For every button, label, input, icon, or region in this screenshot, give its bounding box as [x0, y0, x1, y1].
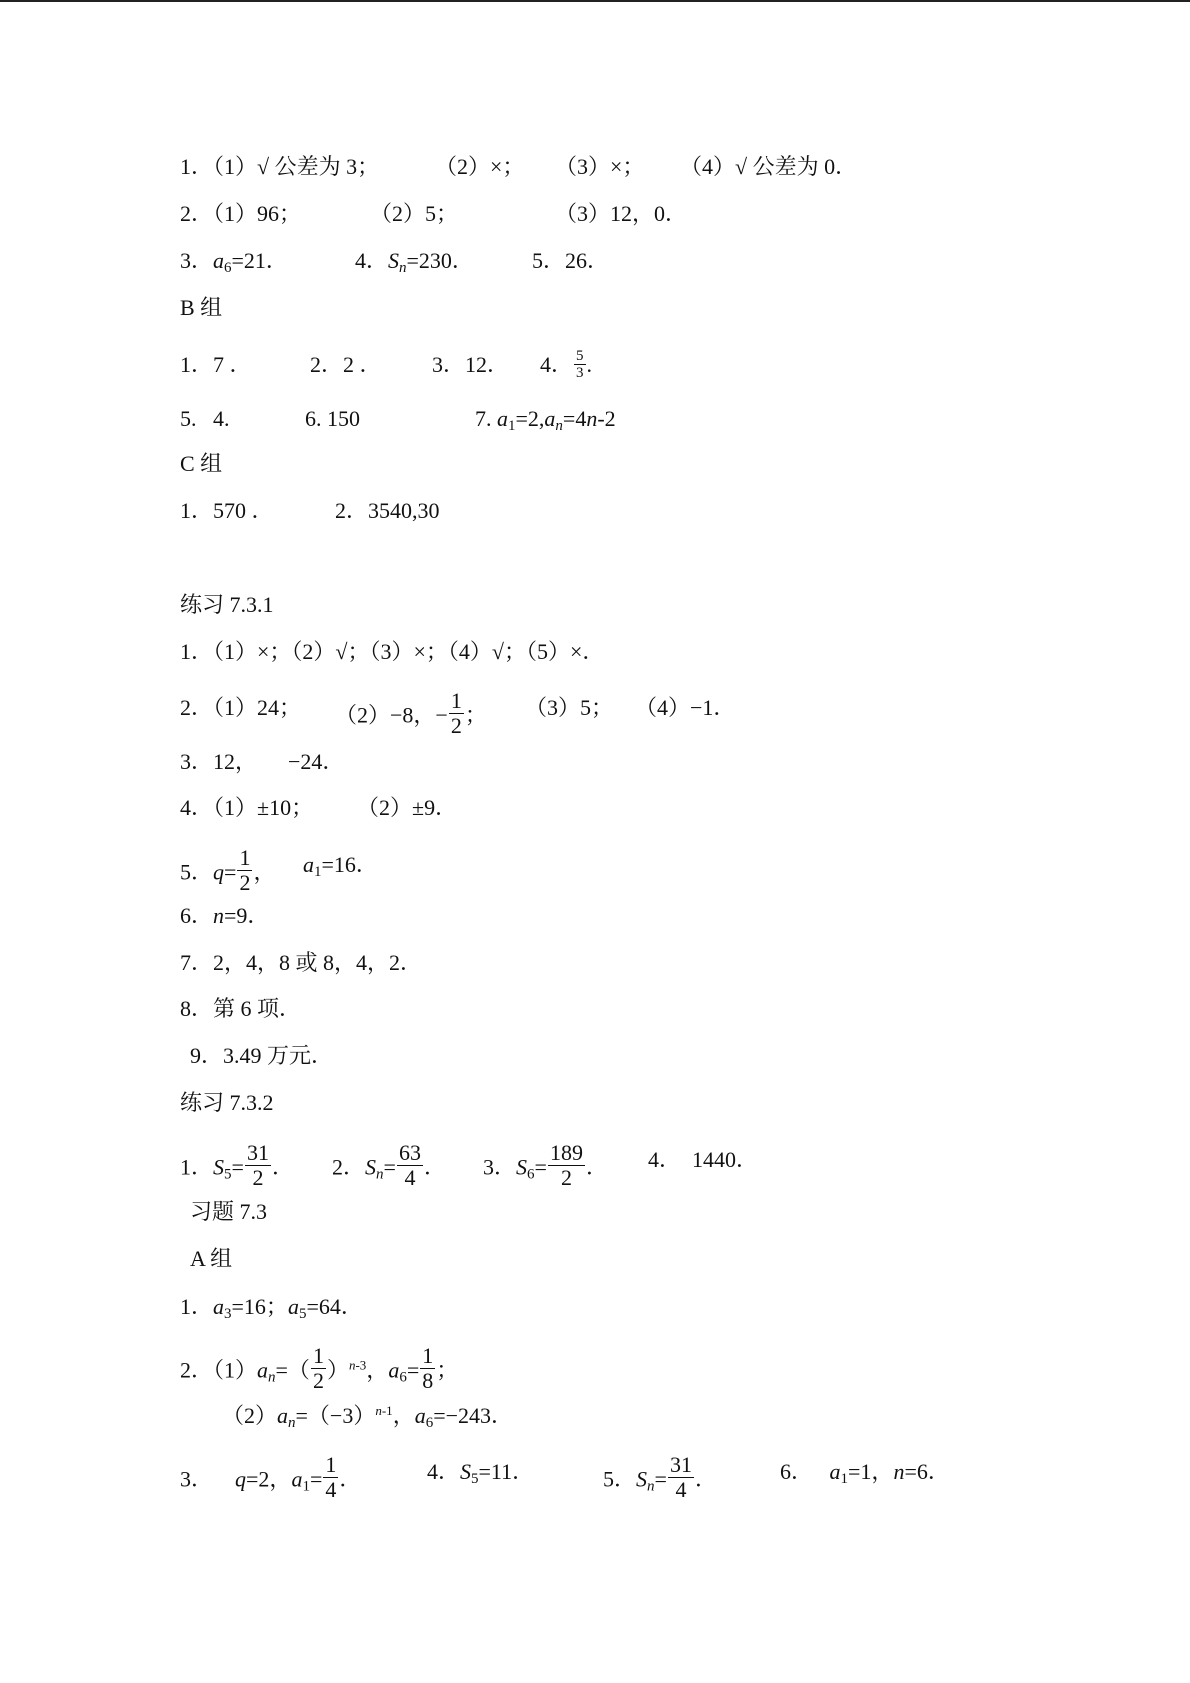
fraction: $\frac{63}{4}$ — [398, 1140, 421, 1190]
answer-731-9: 9．3.49 万元． — [190, 1043, 334, 1068]
answer-1-2: （2）×； — [435, 154, 525, 179]
answer-c-1: 1．570 ． — [180, 498, 274, 523]
heading-group-c-text: C 组 — [180, 451, 223, 476]
answer-c-2: 2．3540,30 — [335, 498, 440, 523]
answer-a-5: 5．$S_n=$ $\frac{31}{4}$ ． — [603, 1452, 717, 1502]
answer-b-1: 1．7 ． — [180, 352, 252, 377]
answer-731-2-4: （4）−1． — [635, 695, 736, 720]
answer-731-4-1: 4．（1）±10； — [180, 795, 314, 820]
answer-a-2-1: 2．$(1)a_n=$（ $\frac{1}{2}$ ）$^{n-3}$，$a_6=$ $\frac{1}{8}$ ； — [180, 1343, 459, 1393]
answer-731-2-2: （2）−8，− $\frac{1}{2}$ ； — [335, 688, 487, 738]
answer-4: 4．$S_n=230$． — [355, 248, 474, 276]
answer-731-5-1: 5．q= $\frac{1}{2}$ ， — [180, 845, 276, 895]
answer-b-7: 7. $a_1=2,a_n=4n-2$ — [475, 406, 616, 434]
answer-1-1: 1．（1）√ 公差为 3； — [180, 154, 380, 179]
fraction: $\frac{1}{8}$ — [422, 1343, 434, 1393]
answer-731-2-1: 2．（1）24； — [180, 695, 302, 720]
answer-a-2-2: $(2)a_n=(-3)^{n-1}$，$a_6=-243$． — [222, 1403, 514, 1431]
heading-group-a-text: A 组 — [190, 1246, 233, 1271]
heading-exercise-7-3-1-text: 练习 7.3.1 — [180, 592, 274, 617]
heading-group-b-text: B 组 — [180, 295, 223, 320]
answer-b-6: 6. 150 — [305, 406, 360, 431]
fraction: $\frac{1}{2}$ — [450, 688, 462, 738]
answer-1-4: （4）√ 公差为 0． — [680, 154, 858, 179]
fraction: $\frac{1}{2}$ — [239, 845, 251, 895]
answer-731-7: 7．2，4，8 或 8，4，2． — [180, 950, 423, 975]
answer-2-1: 2．（1）96； — [180, 201, 302, 226]
answer-b-2: 2．2 ． — [310, 352, 382, 377]
answer-731-3-1: 3．12， — [180, 749, 258, 774]
top-border-line — [0, 0, 1190, 2]
fraction: $\frac{5}{3}$ — [576, 348, 584, 382]
answer-731-3-2: −24． — [288, 749, 345, 774]
answer-731-5-2: $a_1=16$． — [303, 852, 378, 880]
fraction: $\frac{31}{4}$ — [669, 1452, 692, 1502]
heading-exercise-7-3-2-text: 练习 7.3.2 — [180, 1090, 274, 1115]
answer-732-4: 4． 1440． — [648, 1147, 759, 1172]
answer-2-2: （2）5； — [370, 201, 459, 226]
fraction: $\frac{1}{2}$ — [312, 1343, 324, 1393]
answer-5: 5．26． — [532, 248, 610, 273]
answer-732-2: 2．$S_n=$ $\frac{63}{4}$ ． — [332, 1140, 446, 1190]
answer-a-3: 3． q=2，$a_1=$ $\frac{1}{4}$ ． — [180, 1452, 362, 1502]
answer-732-3: 3．$S_6=$ $\frac{189}{2}$ ． — [483, 1140, 608, 1190]
answer-732-1: 1．$S_5=$ $\frac{31}{2}$ ． — [180, 1140, 294, 1190]
answer-731-8: 8．第 6 项． — [180, 996, 302, 1021]
answer-731-6: 6．n=9． — [180, 903, 270, 928]
heading-problems-7-3-text: 习题 7.3 — [190, 1199, 268, 1224]
fraction: $\frac{189}{2}$ — [549, 1140, 583, 1190]
fraction: $\frac{1}{4}$ — [325, 1452, 337, 1502]
answer-2-3: （3）12，0． — [555, 201, 688, 226]
answer-a-1: 1．$a_3=16$；$a_5=64$． — [180, 1294, 363, 1322]
answer-3: 3．$a_6=21$． — [180, 248, 288, 276]
answer-731-1: 1．（1）×；（2）√；（3）×；（4）√；（5）×． — [180, 639, 605, 664]
answer-a-4: 4．$S_5=11$． — [427, 1459, 535, 1487]
answer-731-2-3: （3）5； — [525, 695, 614, 720]
answer-b-5: 5. 4. — [180, 406, 230, 431]
answer-731-4-2: （2）±9． — [357, 795, 458, 820]
answer-b-4: 4． $\frac{5}{3}$ . — [540, 348, 593, 382]
answer-1-3: （3）×； — [555, 154, 645, 179]
fraction: $\frac{31}{2}$ — [246, 1140, 269, 1190]
answer-b-3: 3．12． — [432, 352, 510, 377]
answer-a-6: 6． $a_1=1$，n=6． — [780, 1459, 950, 1487]
